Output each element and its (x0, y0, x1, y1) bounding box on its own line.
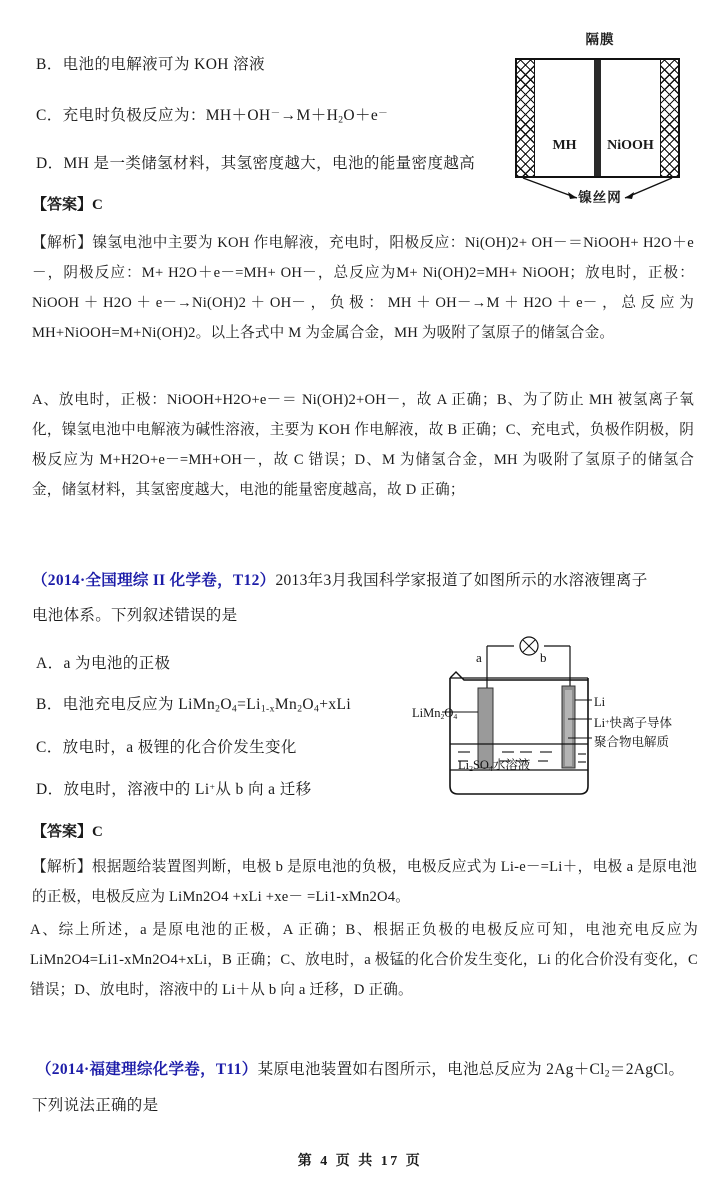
question2-option-a: A．a 为电池的正极 (36, 655, 171, 672)
question2-answer: 【答案】C (32, 824, 103, 840)
question3-stem-line1: 某原电池装置如右图所示，电池总反应为 2Ag＋Cl (257, 1061, 605, 1078)
electrode-b-label: b (540, 650, 547, 665)
lithium-beaker-figure (412, 628, 712, 813)
li-electrode-label: Li (594, 695, 606, 709)
sub-4: 4 (231, 703, 238, 715)
limn2o4-label (412, 706, 457, 721)
cl2-subscript: 2 (604, 1068, 610, 1080)
question1-answer: 【答案】C (32, 197, 103, 213)
li2so4-solution-label (458, 755, 530, 773)
polymer-electrolyte-label: 聚合物电解质 (594, 735, 670, 749)
option-b-eq: =Li (237, 696, 261, 713)
option-b-tail: +xLi (319, 696, 352, 713)
sub-2b: 2 (297, 703, 303, 715)
option-c-prefix: C．充电时负极反应为：MH＋OH (36, 107, 271, 124)
option-c-mid: →M＋H (280, 107, 339, 124)
question1-analysis-part1: 【解析】镍氢电池中主要为 KOH 作电解液，充电时，阳极反应：Ni(OH)2+ OH－＝NiOOH+ H2O＋e－，阴极反应：M+ H2O＋e－=MH+ OH－，总反应为M+ Ni(OH)2=MH+ NiOOH；放电时，正极：NiOOH＋H2O＋e－→Ni(OH)2＋OH－，负极：MH＋OH－→M＋H2O＋e－，总反应为MH+NiOOH=M+Ni(OH)2。以上各式中 M 为金属合金，MH 为吸附了氢原子的储氢合金。 (32, 235, 694, 341)
cond-li: Li (594, 716, 606, 730)
question1-option-b: B．电池的电解液可为 KOH 溶液 (36, 56, 265, 73)
option-b-mn: Mn (274, 696, 298, 713)
nickel-mesh-leader-lines (505, 28, 695, 208)
sub-1x: 1-x (260, 703, 275, 715)
question3-stem-line2: 下列说法正确的是 (32, 1097, 159, 1114)
limn-o: O (444, 706, 454, 720)
nickel-mesh-label: 镍丝网 (578, 190, 622, 205)
membrane-label: 隔膜 (585, 32, 615, 47)
limn-text: LiMn (412, 706, 441, 720)
question2-analysis-part1: 【解析】根据题给装置图判断，电极 b 是原电池的负极，电极反应式为 Li-e－=Li＋，电极 a 是原电池的正极，电极反应为 LiMn2O4 +xLi +xe－ =Li1-xMn2O4。 (32, 859, 697, 905)
cond-text: 快离子导体 (609, 716, 672, 730)
question2-option-c: C．放电时，a 极锂的化合价发生变化 (36, 739, 297, 756)
cond-plus: + (605, 716, 610, 726)
minus-sign-2: － (378, 107, 389, 119)
question1-option-d: D．MH 是一类储氢材料，其氢密度越大，电池的能量密度越高 (36, 155, 476, 172)
option-d-tail: 从 b 向 a 迁移 (215, 781, 312, 798)
question2-stem-line2: 电池体系。下列叙述错误的是 (32, 607, 238, 624)
limn-sub1: 2 (440, 711, 445, 721)
question2-source: （2014·全国理综 II 化学卷，T12） (32, 572, 276, 589)
question3-source: （2014·福建理综化学卷，T11） (36, 1061, 258, 1078)
option-b-prefix: B．电池充电反应为 LiMn (36, 696, 216, 713)
sub-4b: 4 (313, 703, 320, 715)
question1-option-c (36, 103, 388, 125)
question2-option-b (36, 692, 351, 714)
question2-option-d (36, 777, 312, 799)
mh-label: MH (552, 138, 577, 153)
sol-li: Li (458, 758, 470, 772)
option-b-o: O (220, 696, 232, 713)
minus-sign: － (270, 107, 281, 119)
plus-sign: + (209, 781, 216, 793)
subscript-2: 2 (338, 114, 344, 126)
limn-sub2: 4 (453, 711, 458, 721)
question2-header (32, 573, 697, 589)
question2-stem-line1: 2013年3月我国科学家报道了如图所示的水溶液锂离子 (275, 572, 648, 589)
option-d-prefix: D．放电时，溶液中的 Li (36, 781, 210, 798)
sol-tail: 水溶液 (492, 758, 531, 772)
option-b-o2: O (302, 696, 314, 713)
option-c-tail: O＋e (343, 107, 379, 124)
sol-sub1: 2 (469, 763, 473, 773)
niooh-label: NiOOH (607, 138, 654, 153)
question1-analysis-part2: A、放电时，正极：NiOOH+H2O+e－＝ Ni(OH)2+OH－，故 A 正确；B、为了防止 MH 被氢离子氧化，镍氢电池中电解液为碱性溶液，主要为 KOH 作电解液，故 B 正确；C、充电式，负极作阴极，阴极反应为 M+H2O+e－=MH+OH－，故 C 错误；D、M 为储氢合金，MH 为吸附了氢原子的储氢合金，储氢材料，其氢密度越大，电池的能量密度越高，故 D 正确； (32, 392, 694, 498)
question2-analysis-part2: A、综上所述，a 是原电池的正极，A 正确；B、根据正负极的电极反应可知，电池充电反应为 LiMn2O4=Li1-xMn2O4+xLi，B 正确；C、放电时，a 极锰的化合价发生变化，Li 的化合价没有变化，C 错误；D、放电时，溶液中的 Li＋从 b 向 a 迁移，D 正确。 (30, 922, 698, 998)
sub-2: 2 (215, 703, 221, 715)
question3-stem-tail: ＝2AgCl。 (609, 1061, 685, 1078)
question3-header (36, 1062, 698, 1079)
electrode-a-label: a (476, 650, 482, 665)
sol-sub2: 4 (488, 763, 493, 773)
page-footer: 第 4 页 共 17 页 (297, 1154, 423, 1169)
sol-so: SO (472, 758, 489, 772)
nimh-battery-figure (505, 28, 695, 208)
li-fast-ion-conductor-label (594, 713, 672, 731)
